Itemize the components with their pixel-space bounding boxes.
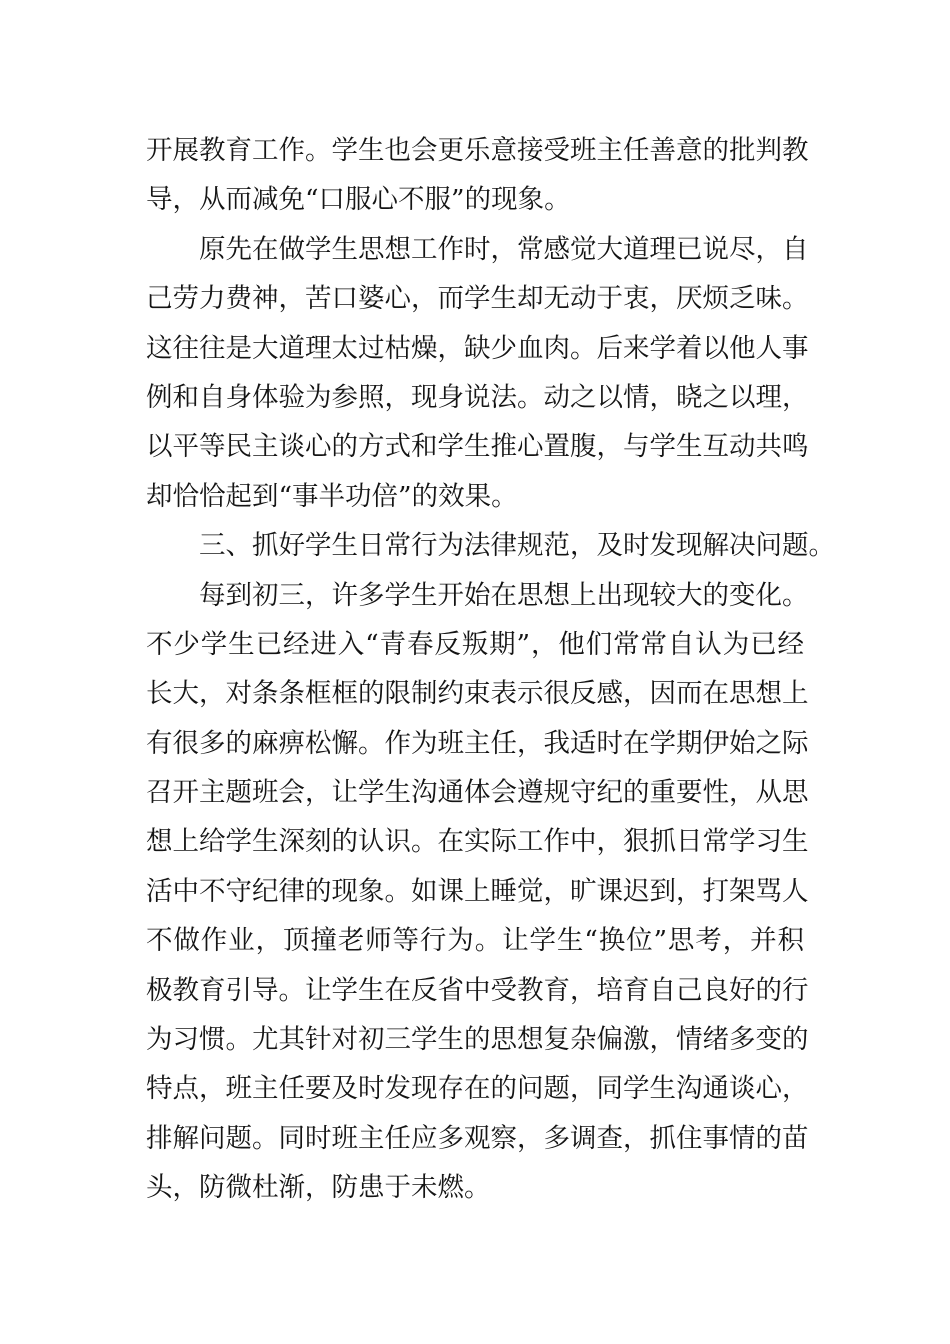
text-line-3: 原先在做学生思想工作时，常感觉大道理已说尽，自 xyxy=(199,233,809,265)
text-line-11: 不少学生已经进入“青春反叛期”，他们常常自认为已经 xyxy=(146,628,804,660)
text-line-5: 这往往是大道理太过枯燥，缺少血肉。后来学着以他人事 xyxy=(146,332,809,364)
text-line-4: 己劳力费神，苦口婆心，而学生却无动于衷，厌烦乏味。 xyxy=(146,283,809,315)
text-line-12: 长大，对条条框框的限制约束表示很反感，因而在思想上 xyxy=(146,678,809,710)
text-line-13: 有很多的麻痹松懈。作为班主任，我适时在学期伊始之际 xyxy=(146,727,809,759)
text-line-15: 想上给学生深刻的认识。在实际工作中，狠抓日常学习生 xyxy=(146,826,809,858)
text-line-6: 例和自身体验为参照，现身说法。动之以情，晓之以理， xyxy=(146,381,809,413)
body-text xyxy=(146,126,835,1213)
text-line-14: 召开主题班会，让学生沟通体会遵规守纪的重要性，从思 xyxy=(146,777,809,809)
text-line-16: 活中不守纪律的现象。如课上睡觉，旷课迟到，打架骂人 xyxy=(146,875,809,907)
text-line-1: 开展教育工作。学生也会更乐意接受班主任善意的批判教 xyxy=(146,135,809,166)
text-line-18: 极教育引导。让学生在反省中受教育，培育自己良好的行 xyxy=(146,974,809,1006)
text-line-2: 导，从而减免“口服心不服”的现象。 xyxy=(146,184,571,216)
section-heading: 三、抓好学生日常行为法律规范，及时发现解决问题。 xyxy=(199,530,835,562)
text-line-20: 特点，班主任要及时发现存在的问题，同学生沟通谈心， xyxy=(146,1073,809,1105)
text-line-8: 却恰恰起到“事半功倍”的效果。 xyxy=(146,480,518,512)
text-line-21: 排解问题。同时班主任应多观察，多调查，抓住事情的苗 xyxy=(146,1122,809,1154)
text-line-22: 头，防微杜渐，防患于未燃。 xyxy=(146,1172,491,1204)
text-line-17: 不做作业，顶撞老师等行为。让学生“换位”思考，并积 xyxy=(146,925,804,957)
text-line-19: 为习惯。尤其针对初三学生的思想复杂偏激，情绪多变的 xyxy=(146,1024,809,1056)
text-line-7: 以平等民主谈心的方式和学生推心置腹，与学生互动共鸣 xyxy=(146,431,809,463)
text-line-10: 每到初三，许多学生开始在思想上出现较大的变化。 xyxy=(199,579,809,611)
